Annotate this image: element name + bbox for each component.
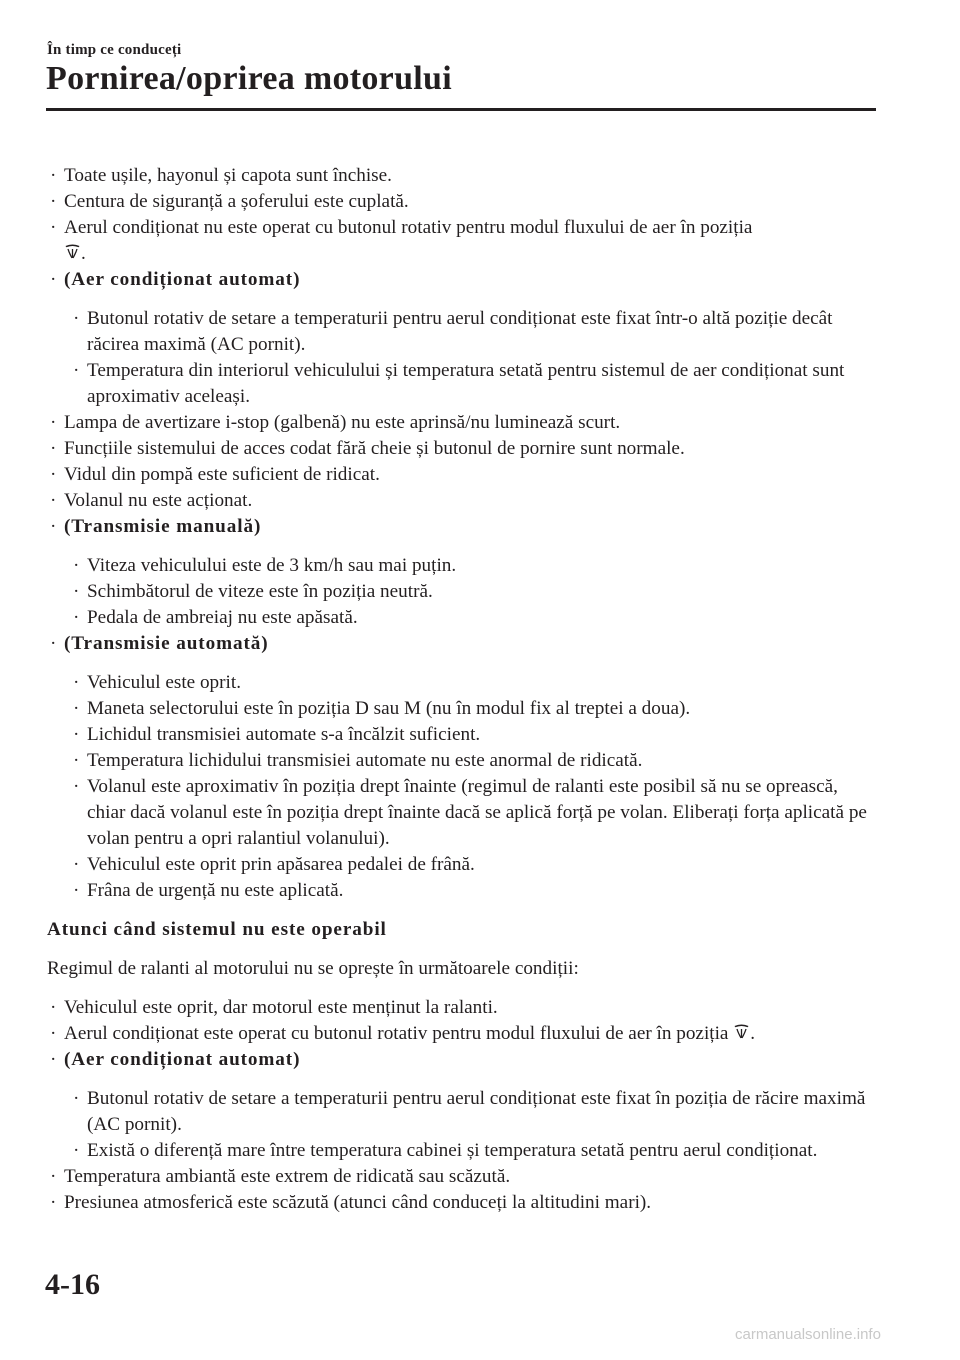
list-item: · Aerul condiționat este operat cu butonul rotativ pentru modul fluxului de aer în poziția . [47,1021,877,1047]
list-item: · Butonul rotativ de setare a temperaturii pentru aerul condiționat este fixat într-o altă poziție decât răcirea maximă (AC pornit). [73,308,833,355]
list-item: · Maneta selectorului este în poziția D sau M (nu în modul fix al treptei a doua). [70,696,877,722]
bullet: · [73,1140,80,1161]
bullet: · [50,438,57,459]
bullet: · [73,724,80,745]
bullet: · [50,191,57,212]
bullet: · [50,1192,57,1213]
list-item: · Vehiculul este oprit, dar motorul este menținut la ralanti. [47,995,877,1021]
bullet: · [73,555,80,576]
bullet: · [50,516,57,537]
list-item: · Viteza vehiculului este de 3 km/h sau mai puțin. [70,553,877,579]
page-content [47,163,877,1216]
bullet: · [73,360,80,381]
intro-paragraph: Regimul de ralanti al motorului nu se oprește în următoarele condiții: [47,958,579,979]
list-item [47,1047,877,1073]
list-item: · Temperatura ambiantă este extrem de ridicată sau scăzută. [47,1164,877,1190]
bullet: · [50,165,57,186]
subheading-automatic: (Transmisie automată) [64,633,269,654]
bullet: · [50,1166,57,1187]
list-item: · Butonul rotativ de setare a temperaturii pentru aerul condiționat este fixat în poziția de răcire maximă (AC pornit). [73,1088,866,1135]
list-item: · Lampa de avertizare i-stop (galbenă) nu este aprinsă/nu luminează scurt. [47,410,877,436]
bullet: · [50,1049,57,1070]
page-number: 4-16 [45,1268,100,1301]
list-item [47,514,877,540]
list-item: · Temperatura din interiorul vehiculului și temperatura setată pentru sistemul de aer condiționat sunt aproximativ aceleași. [73,360,845,407]
bullet: · [50,1023,57,1044]
bullet: · [73,607,80,628]
list-item: · Frâna de urgență nu este aplicată. [70,878,877,904]
bullet: · [50,633,57,654]
list-item: · Temperatura lichidului transmisiei automate nu este anormal de ridicată. [70,748,877,774]
list-item: · Funcțiile sistemului de acces codat fără cheie și butonul de pornire sunt normale. [47,436,877,462]
list-item: · Există o diferență mare între temperatura cabinei și temperatura setată pentru aerul condiționat. [70,1138,877,1164]
list-item: · Centura de siguranță a șoferului este cuplată. [47,189,877,215]
bullet: · [73,672,80,693]
watermark: carmanualsonline.info [735,1326,881,1343]
bullet: · [73,1088,80,1109]
bullet: · [50,464,57,485]
section-label: În timp ce conduceți [47,42,182,58]
page-title: Pornirea/oprirea motorului [46,60,452,97]
defroster-icon [64,244,81,260]
list-item [47,267,877,293]
bullet: · [73,750,80,771]
list-item: · Toate ușile, hayonul și capota sunt închise. [47,163,877,189]
bullet: · [50,217,57,238]
list-item: · Vehiculul este oprit. [70,670,877,696]
list-item: · Vehiculul este oprit prin apăsarea pedalei de frână. [70,852,877,878]
subheading-auto-ac: (Aer condiționat automat) [64,1049,301,1070]
bullet: · [73,308,80,329]
list-item: · Volanul nu este acționat. [47,488,877,514]
bullet: · [73,776,80,797]
list-item: · Schimbătorul de viteze este în poziția neutră. [70,579,877,605]
list-item: · Presiunea atmosferică este scăzută (atunci când conduceți la altitudini mari). [47,1190,877,1216]
subheading-auto-ac: (Aer condiționat automat) [64,269,301,290]
defroster-icon [733,1024,750,1040]
list-item: · Vidul din pompă este suficient de ridicat. [47,462,877,488]
list-item: · Lichidul transmisiei automate s-a încălzit suficient. [70,722,877,748]
bullet: · [50,997,57,1018]
bullet: · [73,581,80,602]
bullet: · [73,880,80,901]
bullet: · [50,269,57,290]
bullet: · [50,490,57,511]
bullet: · [50,412,57,433]
title-rule [46,108,876,111]
list-item [47,631,877,657]
section-heading: Atunci când sistemul nu este operabil [47,919,387,940]
list-item: · Aerul condiționat nu este operat cu butonul rotativ pentru modul fluxului de aer în poziția . [50,217,753,264]
subheading-manual: (Transmisie manuală) [64,516,262,537]
list-item: · Pedala de ambreiaj nu este apăsată. [70,605,877,631]
list-item: · Volanul este aproximativ în poziția drept înainte (regimul de ralanti este posibil să nu se oprească, chiar dacă volanul este în poziția drept înainte dacă se aplică forță pe volan. Eliberați forța aplicată pe volan pentru a opri ralantiul volanului). [73,776,867,849]
bullet: · [73,854,80,875]
bullet: · [73,698,80,719]
